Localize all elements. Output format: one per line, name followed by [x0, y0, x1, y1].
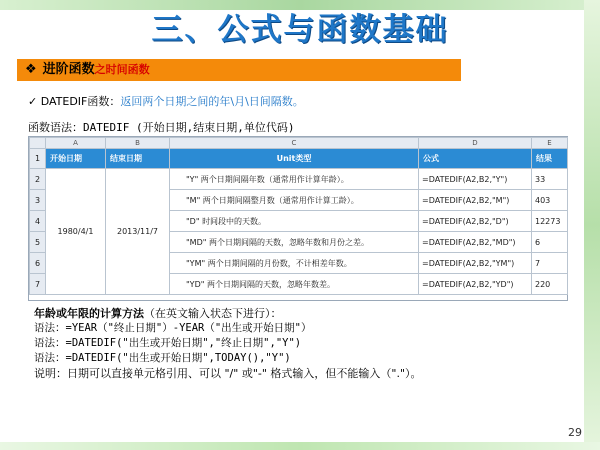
header-cell[interactable]: 结果: [532, 149, 568, 169]
unit-cell[interactable]: "YM" 两个日期间隔的月份数，不计相差年数。: [170, 253, 419, 274]
notes-heading-bold: 年龄或年限的计算方法: [34, 307, 144, 320]
column-header[interactable]: A: [46, 138, 106, 149]
formula-cell[interactable]: =DATEDIF(A2,B2,"YD"): [419, 274, 532, 295]
unit-cell[interactable]: "YD" 两个日期间隔的天数，忽略年数差。: [170, 274, 419, 295]
syntax-line: 语法：=DATEDIF("出生或开始日期",TODAY(),"Y"): [34, 352, 291, 364]
header-cell[interactable]: 结束日期: [106, 149, 170, 169]
start-date-cell[interactable]: 1980/4/1: [46, 169, 106, 295]
page-number: 29: [568, 426, 582, 439]
table-row: [30, 169, 568, 190]
function-intro: [28, 93, 304, 109]
row-number[interactable]: 1: [30, 149, 46, 169]
notes-heading: [34, 306, 422, 321]
section-title: 进阶函数: [42, 62, 95, 77]
unit-cell[interactable]: "MD" 两个日期间隔的天数，忽略年数和月份之差。: [170, 232, 419, 253]
unit-cell[interactable]: "Y" 两个日期间隔年数（通常用作计算年龄）。: [170, 169, 419, 190]
formula-cell[interactable]: =DATEDIF(A2,B2,"MD"): [419, 232, 532, 253]
end-date-cell[interactable]: 2013/11/7: [106, 169, 170, 295]
column-header[interactable]: C: [170, 138, 419, 149]
header-cell[interactable]: Unit类型: [170, 149, 419, 169]
table-header-row: [30, 149, 568, 169]
section-header-bar: [17, 59, 461, 81]
result-cell[interactable]: 220: [532, 274, 568, 295]
function-name: DATEDIF函数：: [40, 95, 121, 108]
formula-cell[interactable]: =DATEDIF(A2,B2,"M"): [419, 190, 532, 211]
syntax-line: 语法：=DATEDIF("出生或开始日期","终止日期","Y"): [34, 337, 302, 349]
notes-block: [34, 306, 422, 381]
row-number[interactable]: 6: [30, 253, 46, 274]
header-cell[interactable]: 公式: [419, 149, 532, 169]
column-header[interactable]: D: [419, 138, 532, 149]
formula-cell[interactable]: =DATEDIF(A2,B2,"YM"): [419, 253, 532, 274]
formula-cell[interactable]: =DATEDIF(A2,B2,"D"): [419, 211, 532, 232]
notes-heading-rest: （在英文输入状态下进行）：: [144, 307, 282, 320]
row-number[interactable]: 7: [30, 274, 46, 295]
header-cell[interactable]: 开始日期: [46, 149, 106, 169]
corner-cell[interactable]: [30, 138, 46, 149]
unit-cell[interactable]: "M" 两个日期间隔整月数（通常用作计算工龄）。: [170, 190, 419, 211]
formula-cell[interactable]: =DATEDIF(A2,B2,"Y"): [419, 169, 532, 190]
row-number[interactable]: 4: [30, 211, 46, 232]
top-decor-band: [0, 0, 600, 10]
result-cell[interactable]: 7: [532, 253, 568, 274]
right-decor-band: [584, 0, 600, 450]
checkmark-icon: ✓: [28, 95, 38, 108]
column-header[interactable]: E: [532, 138, 568, 149]
function-syntax: 函数语法：DATEDIF (开始日期,结束日期,单位代码): [28, 121, 295, 134]
row-number[interactable]: 5: [30, 232, 46, 253]
column-header[interactable]: B: [106, 138, 170, 149]
syntax-line: 语法：=YEAR（"终止日期"）-YEAR（"出生或开始日期"）: [34, 322, 312, 334]
unit-cell[interactable]: "D" 时间段中的天数。: [170, 211, 419, 232]
result-cell[interactable]: 33: [532, 169, 568, 190]
slide-title: 三、公式与函数基础: [151, 12, 449, 48]
row-number[interactable]: 2: [30, 169, 46, 190]
result-cell[interactable]: 403: [532, 190, 568, 211]
diamond-bullet-icon: ❖: [25, 62, 37, 77]
row-number[interactable]: 3: [30, 190, 46, 211]
spreadsheet: [28, 136, 568, 301]
section-subtitle: 之时间函数: [94, 63, 150, 76]
result-cell[interactable]: 12273: [532, 211, 568, 232]
result-cell[interactable]: 6: [532, 232, 568, 253]
explanation-line: 说明：日期可以直接单元格引用、可以 "/" 或"-" 格式输入，但不能输入（"."）。: [34, 367, 422, 380]
bottom-decor-band: [0, 442, 600, 450]
column-header-row: [30, 138, 568, 149]
function-description: 返回两个日期之间的年\月\日间隔数。: [120, 95, 304, 108]
